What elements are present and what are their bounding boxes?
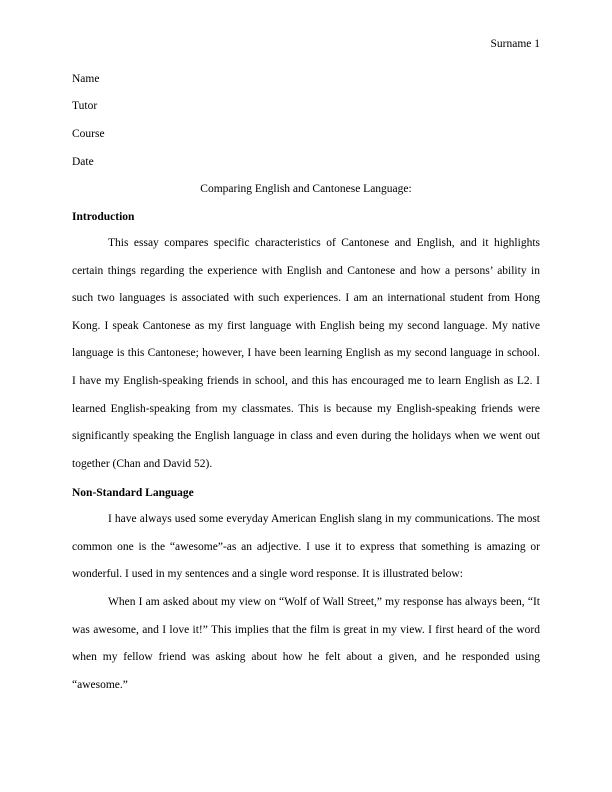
non-standard-paragraph-1: I have always used some everyday American English slang in my communications. The most common one is the “awesome”-as an adjective. I use it to express that something is amazing or wonderful. I used in my sentences and a single word response. It is illustrated below: — [72, 513, 540, 581]
non-standard-paragraph-2: When I am asked about my view on “Wolf of Wall Street,” my response has always been, “It was awesome, and I love it!” This implies that the film is great in my view. I first heard of the word when my fellow friend was asking about how he felt about a given, and he responded using “awesome.” — [72, 596, 540, 691]
course-name: Course — [72, 128, 105, 140]
introduction-paragraph: This essay compares specific characteristics of Cantonese and English, and it highlights certain things regarding the experience with English and Cantonese and how a persons’ ability in such two languages is associated with such experiences. I am an international student from Hong Kong. I speak Cantonese as my first language with English being my second language. My native language is this Cantonese; however, I have been learning English as my second language in school. I have my English-speaking friends in school, and this has encouraged me to learn English as L2. I learned English-speaking from my classmates. This is because my English-speaking friends were significantly speaking the English language in class and even during the holidays when we went out together (Chan and David 52). — [72, 237, 540, 470]
student-name: Name — [72, 73, 100, 85]
tutor-name: Tutor — [72, 100, 98, 112]
section-heading-introduction: Introduction — [72, 211, 135, 223]
date-line: Date — [72, 156, 94, 168]
section-heading-non-standard-language: Non-Standard Language — [72, 487, 194, 499]
essay-title: Comparing English and Cantonese Language: — [200, 183, 412, 195]
running-head: Surname 1 — [490, 38, 540, 50]
